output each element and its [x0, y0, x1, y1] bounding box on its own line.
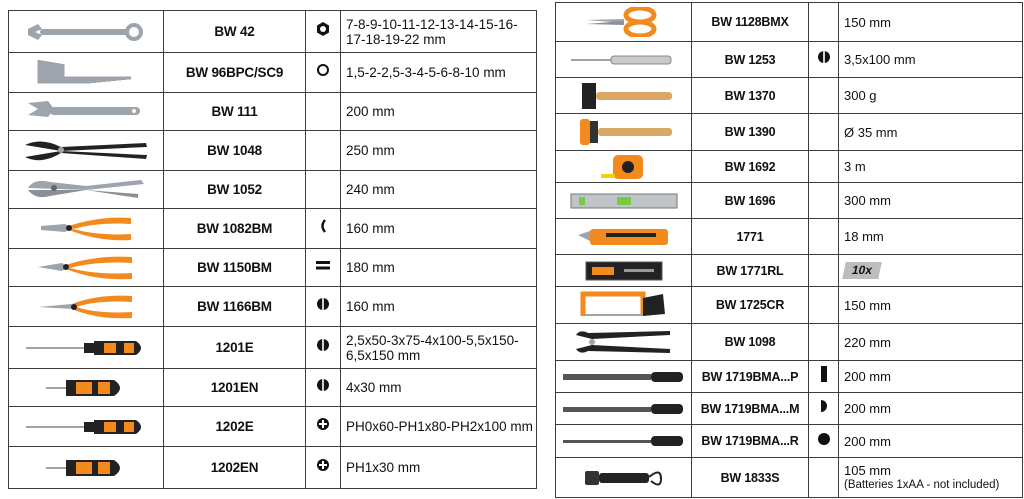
long-nose-pliers-image — [9, 287, 164, 327]
product-code: BW 1833S — [692, 458, 809, 498]
symbol-cell — [809, 324, 839, 361]
size-text: 200 mm — [844, 433, 891, 449]
size-spec — [839, 114, 1023, 151]
product-code: BW 1048 — [164, 131, 306, 171]
hex-key-set-image — [9, 53, 164, 93]
right-tool-row — [556, 151, 1023, 183]
right-tool-row — [556, 78, 1023, 114]
left-tool-row — [9, 171, 537, 209]
product-code: BW 1082BM — [164, 209, 306, 249]
symbol-cell — [809, 151, 839, 183]
size-text: 200 mm — [346, 104, 395, 119]
tool-table-right — [555, 2, 1023, 498]
slotted-screw-icon — [306, 327, 341, 369]
spirit-level-image — [556, 183, 692, 219]
slotted-screw-icon — [306, 369, 341, 407]
size-text: 200 mm — [844, 401, 891, 416]
product-code: BW 1390 — [692, 114, 809, 151]
symbol-cell — [809, 287, 839, 324]
product-code: BW 1166BM — [164, 287, 306, 327]
size-text: 3,5x100 mm — [844, 52, 916, 67]
locking-pliers-image — [9, 171, 164, 209]
size-text: 7-8-9-10-11-12-13-14-15-16-17-18-19-22 mm — [346, 16, 518, 47]
size-text: 1,5-2-2,5-3-4-5-6-8-10 mm — [346, 65, 506, 80]
phillips-screw-icon — [306, 447, 341, 489]
hacksaw-image — [556, 287, 692, 324]
size-spec — [839, 425, 1023, 458]
product-code: BW 1719BMA...P — [692, 361, 809, 393]
right-tool-row — [556, 393, 1023, 425]
machinist-hammer-image — [556, 78, 692, 114]
size-spec — [341, 209, 537, 249]
product-code: BW 1725CR — [692, 287, 809, 324]
symbol-cell — [809, 219, 839, 255]
product-code: 1201E — [164, 327, 306, 369]
size-spec — [341, 327, 537, 369]
left-tool-row — [9, 93, 537, 131]
left-tool-row — [9, 209, 537, 249]
right-tool-row — [556, 114, 1023, 151]
right-tool-row — [556, 183, 1023, 219]
symbol-cell — [809, 3, 839, 42]
product-code: 1771 — [692, 219, 809, 255]
right-tool-row — [556, 287, 1023, 324]
groove-joint-pliers-image — [9, 131, 164, 171]
product-code: BW 1098 — [692, 324, 809, 361]
product-code: BW 111 — [164, 93, 306, 131]
left-tool-row — [9, 407, 537, 447]
size-text: 18 mm — [844, 229, 884, 244]
symbol-cell — [809, 458, 839, 498]
product-code: BW 1128BMX — [692, 3, 809, 42]
right-tool-row — [556, 42, 1023, 78]
size-spec — [341, 447, 537, 489]
left-tool-row — [9, 447, 537, 489]
size-spec — [839, 78, 1023, 114]
product-code: BW 1052 — [164, 171, 306, 209]
right-tool-row — [556, 3, 1023, 42]
size-spec — [341, 11, 537, 53]
size-text: 300 mm — [844, 193, 891, 208]
size-spec — [839, 151, 1023, 183]
product-code: BW 1370 — [692, 78, 809, 114]
soft-face-mallet-image — [556, 114, 692, 151]
product-code: BW 1771RL — [692, 255, 809, 287]
right-tool-row — [556, 458, 1023, 498]
size-text: 180 mm — [346, 260, 395, 275]
size-text: 240 mm — [346, 182, 395, 197]
product-code: BW 96BPC/SC9 — [164, 53, 306, 93]
size-spec — [839, 255, 1023, 287]
size-spec — [839, 361, 1023, 393]
size-spec — [839, 42, 1023, 78]
size-text: PH0x60-PH1x80-PH2x100 mm — [346, 419, 533, 434]
cutter-icon — [306, 209, 341, 249]
flashlight-image — [556, 458, 692, 498]
stubby-screwdriver-image — [9, 369, 164, 407]
size-text: 220 mm — [844, 334, 891, 350]
product-code: 1202E — [164, 407, 306, 447]
product-code: BW 1719BMA...M — [692, 393, 809, 425]
flat-file-icon — [809, 361, 839, 393]
utility-knife-image — [556, 219, 692, 255]
left-tool-row — [9, 369, 537, 407]
slotted-screwdriver-image — [9, 327, 164, 369]
circle-outline-icon — [306, 53, 341, 93]
stubby-phillips-screwdriver-image — [9, 447, 164, 489]
size-text: 150 mm — [844, 14, 891, 30]
size-text: 3 m — [844, 159, 866, 174]
size-spec — [341, 369, 537, 407]
symbol-cell — [306, 131, 341, 171]
combination-pliers-image — [9, 249, 164, 287]
phillips-screwdriver-image — [9, 407, 164, 447]
symbol-cell — [306, 171, 341, 209]
half-round-file-image — [556, 393, 692, 425]
product-code: BW 1696 — [692, 183, 809, 219]
left-tool-row — [9, 287, 537, 327]
size-text: 2,5x50-3x75-4x100-5,5x150-6,5x150 mm — [346, 332, 519, 363]
symbol-cell — [809, 255, 839, 287]
product-code: 1201EN — [164, 369, 306, 407]
size-text: 160 mm — [346, 299, 395, 314]
size-spec — [839, 183, 1023, 219]
tool-table-left — [8, 10, 537, 489]
right-tool-row — [556, 255, 1023, 287]
left-tool-row — [9, 327, 537, 369]
combination-wrench-image — [9, 11, 164, 53]
size-text: 250 mm — [346, 143, 395, 158]
symbol-cell — [809, 78, 839, 114]
product-code: BW 1253 — [692, 42, 809, 78]
left-tool-row — [9, 11, 537, 53]
round-file-icon — [809, 425, 839, 458]
product-code: 1202EN — [164, 447, 306, 489]
product-code: BW 42 — [164, 11, 306, 53]
size-text: PH1x30 mm — [346, 460, 421, 475]
equals-icon — [306, 249, 341, 287]
round-file-image — [556, 425, 692, 458]
right-tool-row — [556, 219, 1023, 255]
product-code: BW 1150BM — [164, 249, 306, 287]
size-text: 200 mm — [844, 369, 891, 384]
size-text: 300 g — [844, 88, 877, 103]
slotted-screw-icon — [306, 287, 341, 327]
symbol-cell — [306, 93, 341, 131]
right-tool-row — [556, 361, 1023, 393]
battery-note: (Batteries 1xAA - not included) — [844, 478, 1000, 491]
slotted-screw-icon — [809, 42, 839, 78]
size-text: 150 mm — [844, 297, 891, 313]
diagonal-cutters-image — [9, 209, 164, 249]
tape-measure-image — [556, 151, 692, 183]
size-spec — [341, 287, 537, 327]
phillips-screw-icon — [306, 407, 341, 447]
scissors-image — [556, 3, 692, 42]
size-spec — [839, 3, 1023, 42]
size-spec — [341, 171, 537, 209]
quantity-badge: 10x — [842, 262, 882, 279]
right-tool-row — [556, 425, 1023, 458]
size-spec — [341, 131, 537, 171]
symbol-cell — [809, 183, 839, 219]
voltage-tester-screwdriver-image — [556, 42, 692, 78]
size-text: Ø 35 mm — [844, 124, 898, 140]
half-round-file-icon — [809, 393, 839, 425]
blade-pack-image — [556, 255, 692, 287]
symbol-cell — [809, 114, 839, 151]
size-spec — [341, 407, 537, 447]
right-tool-row — [556, 324, 1023, 361]
size-spec — [341, 93, 537, 131]
product-code: BW 1692 — [692, 151, 809, 183]
size-spec — [839, 393, 1023, 425]
size-spec — [839, 219, 1023, 255]
product-code: BW 1719BMA...R — [692, 425, 809, 458]
size-spec — [839, 287, 1023, 324]
left-tool-row — [9, 249, 537, 287]
left-tool-row — [9, 53, 537, 93]
size-spec — [341, 53, 537, 93]
end-cutting-pincers-image — [556, 324, 692, 361]
size-text: 4x30 mm — [346, 380, 402, 395]
hex-nut-icon — [306, 11, 341, 53]
size-spec — [341, 249, 537, 287]
flat-file-image — [556, 361, 692, 393]
size-text: 160 mm — [346, 221, 395, 236]
size-spec — [839, 324, 1023, 361]
left-tool-row — [9, 131, 537, 171]
size-spec — [839, 458, 1023, 498]
size-text: 105 mm — [844, 462, 891, 478]
adjustable-wrench-image — [9, 93, 164, 131]
